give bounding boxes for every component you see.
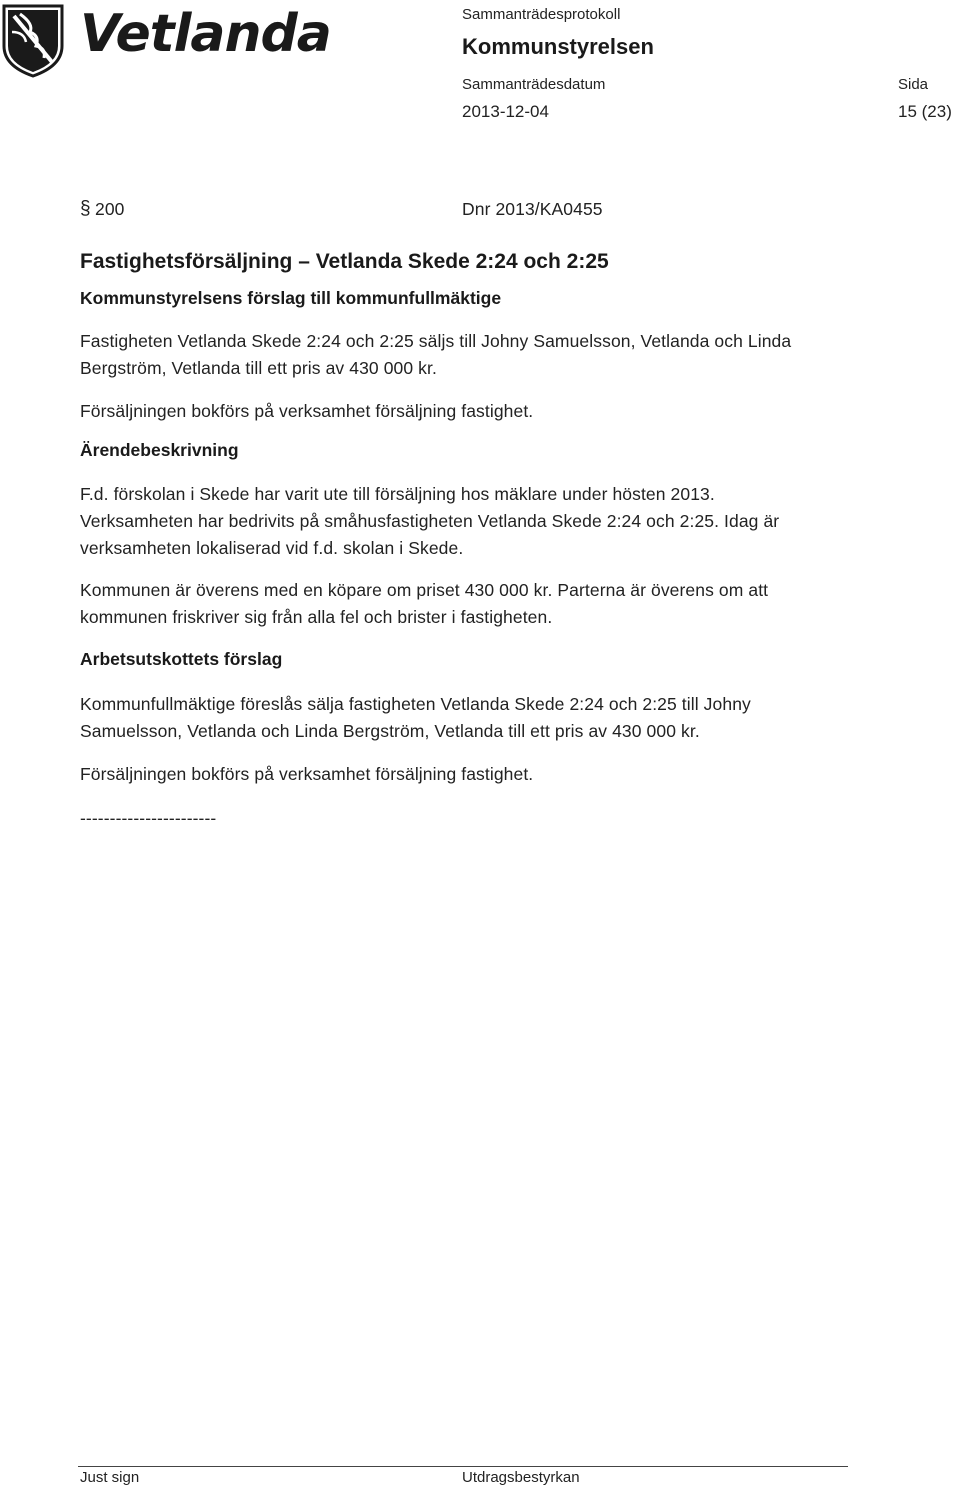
item-title: Fastighetsförsäljning – Vetlanda Skede 2:24 och 2:25 [80, 250, 609, 273]
description-heading: Ärendebeskrivning [80, 440, 239, 460]
agreement-line-2: kommunen friskriver sig från alla fel och brister i fastigheten. [80, 607, 553, 627]
proposal-heading: Kommunstyrelsens förslag till kommunfullmäktige [80, 288, 502, 308]
proposal-line-2: Bergström, Vetlanda till ett pris av 430 000 kr. [80, 358, 437, 378]
separator-line: ----------------------- [80, 808, 217, 828]
description-line-3: verksamheten lokaliserad vid f.d. skolan i Skede. [80, 538, 464, 558]
page-label: Sida [898, 76, 929, 93]
vetlanda-logo-text: Vetlanda [80, 4, 331, 64]
page-number: 15 (23) [898, 102, 952, 121]
section-symbol: § [80, 198, 91, 219]
meeting-date-label: Sammanträdesdatum [462, 76, 606, 93]
footer-extract-certification: Utdragsbestyrkan [462, 1469, 580, 1486]
agreement-line-1: Kommunen är överens med en köpare om priset 430 000 kr. Parterna är överens om att [80, 580, 769, 600]
footer-rule [78, 1466, 848, 1467]
footer-just-sign: Just sign [80, 1469, 140, 1486]
working-committee-line-1: Kommunfullmäktige föreslås sälja fastigheten Vetlanda Skede 2:24 och 2:25 till Johny [80, 694, 751, 714]
proposal-line-1: Fastigheten Vetlanda Skede 2:24 och 2:25 säljs till Johny Samuelsson, Vetlanda och Linda [80, 331, 792, 351]
working-committee-heading: Arbetsutskottets förslag [80, 649, 283, 669]
diary-number: Dnr 2013/KA0455 [462, 199, 603, 219]
description-line-2: Verksamheten har bedrivits på småhusfastigheten Vetlanda Skede 2:24 och 2:25. Idag är [80, 511, 780, 531]
working-committee-line-2: Samuelsson, Vetlanda och Linda Bergström, Vetlanda till ett pris av 430 000 kr. [80, 721, 700, 741]
item-number: 200 [95, 199, 125, 219]
proposal-note: Försäljningen bokförs på verksamhet försäljning fastighet. [80, 401, 534, 421]
meeting-date: 2013-12-04 [462, 102, 549, 121]
vetlanda-crest-icon [0, 2, 66, 78]
doc-type-label: Sammanträdesprotokoll [462, 6, 621, 23]
organisation-name: Kommunstyrelsen [462, 34, 654, 59]
working-committee-note: Försäljningen bokförs på verksamhet försäljning fastighet. [80, 764, 534, 784]
description-line-1: F.d. förskolan i Skede har varit ute till försäljning hos mäklare under hösten 2013. [80, 484, 715, 504]
